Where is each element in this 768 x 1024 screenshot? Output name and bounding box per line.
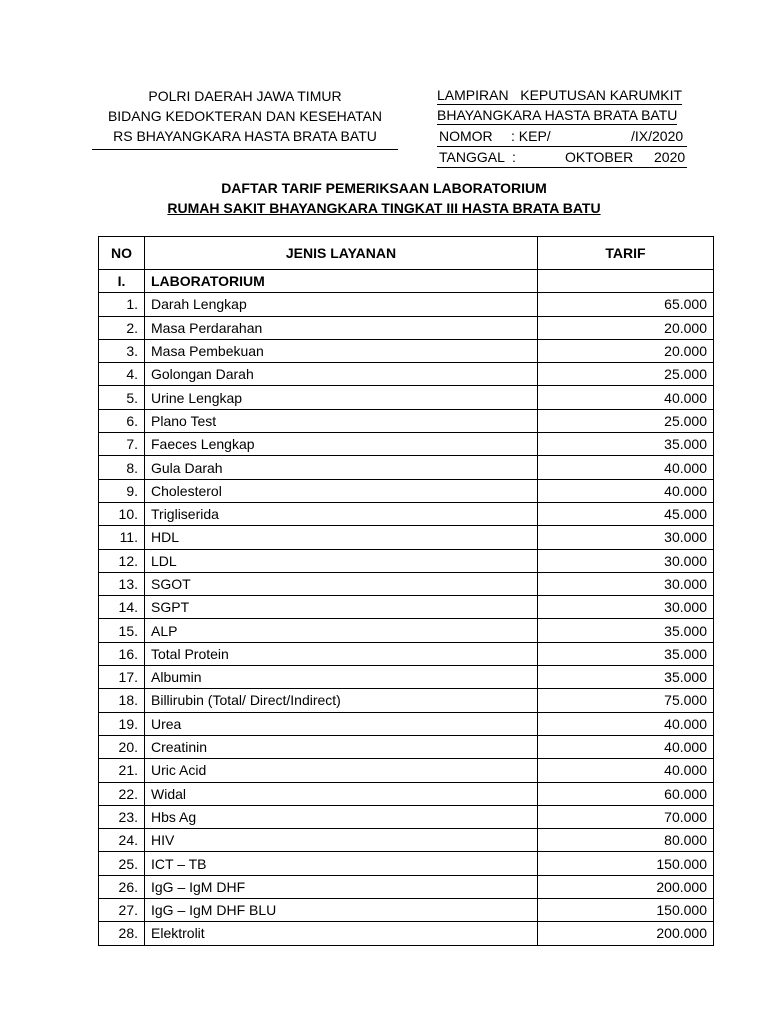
service-name: SGOT (145, 572, 538, 595)
service-name: Darah Lengkap (145, 293, 538, 316)
service-name: Creatinin (145, 735, 538, 758)
service-name: Plano Test (145, 409, 538, 432)
table-row (99, 316, 714, 339)
tanggal-row (437, 147, 687, 168)
table-row (99, 689, 714, 712)
tarif-value: 40.000 (538, 456, 714, 479)
row-number: 5. (99, 386, 145, 409)
service-name: Urea (145, 712, 538, 735)
table-row (99, 433, 714, 456)
row-number: 21. (99, 759, 145, 782)
tarif-value: 20.000 (538, 316, 714, 339)
tarif-value: 65.000 (538, 293, 714, 316)
tarif-value: 35.000 (538, 619, 714, 642)
row-number: 16. (99, 642, 145, 665)
tanggal-label: TANGGAL (439, 149, 505, 165)
tarif-value: 20.000 (538, 339, 714, 362)
section-number: I. (99, 270, 145, 293)
header-service: JENIS LAYANAN (145, 237, 538, 270)
document-title (0, 178, 768, 218)
table-row (99, 759, 714, 782)
row-number: 7. (99, 433, 145, 456)
section-tarif-empty (538, 270, 714, 293)
table-row (99, 572, 714, 595)
row-number: 3. (99, 339, 145, 362)
row-number: 4. (99, 363, 145, 386)
service-name: SGPT (145, 596, 538, 619)
table-row (99, 875, 714, 898)
table-row (99, 409, 714, 432)
lampiran-line: LAMPIRAN KEPUTUSAN KARUMKIT (437, 87, 683, 103)
header-tarif: TARIF (538, 237, 714, 270)
row-number: 17. (99, 666, 145, 689)
row-number: 10. (99, 502, 145, 525)
row-number: 25. (99, 852, 145, 875)
tarif-value: 70.000 (538, 805, 714, 828)
nomor-suffix: /IX/2020 (631, 128, 684, 144)
table-row (99, 922, 714, 945)
table-row (99, 456, 714, 479)
service-name: Trigliserida (145, 502, 538, 525)
tarif-value: 40.000 (538, 386, 714, 409)
tarif-value: 200.000 (538, 922, 714, 945)
service-name: Total Protein (145, 642, 538, 665)
tarif-value: 75.000 (538, 689, 714, 712)
service-name: Golongan Darah (145, 363, 538, 386)
row-number: 28. (99, 922, 145, 945)
table-row (99, 782, 714, 805)
tarif-value: 40.000 (538, 759, 714, 782)
table-row (99, 642, 714, 665)
service-name: IgG – IgM DHF BLU (145, 899, 538, 922)
row-number: 11. (99, 526, 145, 549)
tarif-value: 60.000 (538, 782, 714, 805)
service-name: IgG – IgM DHF (145, 875, 538, 898)
row-number: 13. (99, 572, 145, 595)
table-row (99, 735, 714, 758)
table-row (99, 502, 714, 525)
table-row (99, 293, 714, 316)
row-number: 8. (99, 456, 145, 479)
hospital-line: BHAYANGKARA HASTA BRATA BATU (437, 107, 678, 123)
issuer-line-1: POLRI DAERAH JAWA TIMUR (148, 88, 342, 104)
tarif-value: 80.000 (538, 829, 714, 852)
tarif-value: 30.000 (538, 596, 714, 619)
decree-reference-block (437, 86, 717, 168)
issuer-block (92, 86, 398, 150)
service-name: Gula Darah (145, 456, 538, 479)
issuer-divider (92, 149, 398, 150)
row-number: 14. (99, 596, 145, 619)
title-line-2: RUMAH SAKIT BHAYANGKARA TINGKAT III HASTA BRATA BATU (167, 200, 601, 216)
table-row (99, 619, 714, 642)
tarif-value: 30.000 (538, 572, 714, 595)
service-name: Urine Lengkap (145, 386, 538, 409)
service-name: Cholesterol (145, 479, 538, 502)
service-name: HDL (145, 526, 538, 549)
row-number: 27. (99, 899, 145, 922)
tarif-value: 40.000 (538, 479, 714, 502)
table-row (99, 852, 714, 875)
tarif-value: 40.000 (538, 735, 714, 758)
tarif-value: 35.000 (538, 666, 714, 689)
table-row (99, 829, 714, 852)
tarif-value: 40.000 (538, 712, 714, 735)
tarif-value: 30.000 (538, 526, 714, 549)
row-number: 15. (99, 619, 145, 642)
nomor-value: : KEP/ (511, 128, 551, 144)
nomor-row (437, 126, 687, 147)
tarif-value: 150.000 (538, 899, 714, 922)
header-no: NO (99, 237, 145, 270)
row-number: 26. (99, 875, 145, 898)
row-number: 2. (99, 316, 145, 339)
service-name: Masa Perdarahan (145, 316, 538, 339)
table-header-row (99, 237, 714, 270)
table-row (99, 479, 714, 502)
row-number: 22. (99, 782, 145, 805)
tanggal-separator: : (512, 149, 516, 165)
table-row (99, 712, 714, 735)
tarif-value: 35.000 (538, 433, 714, 456)
tarif-value: 150.000 (538, 852, 714, 875)
table-row (99, 386, 714, 409)
tarif-value: 35.000 (538, 642, 714, 665)
section-row (99, 270, 714, 293)
tarif-value: 25.000 (538, 363, 714, 386)
tanggal-month: OKTOBER (565, 149, 634, 165)
service-name: LDL (145, 549, 538, 572)
service-name: ICT – TB (145, 852, 538, 875)
service-name: Hbs Ag (145, 805, 538, 828)
row-number: 20. (99, 735, 145, 758)
table-row (99, 526, 714, 549)
table-row (99, 596, 714, 619)
row-number: 24. (99, 829, 145, 852)
service-name: Billirubin (Total/ Direct/Indirect) (145, 689, 538, 712)
row-number: 9. (99, 479, 145, 502)
service-name: Albumin (145, 666, 538, 689)
service-name: ALP (145, 619, 538, 642)
row-number: 18. (99, 689, 145, 712)
table-row (99, 549, 714, 572)
tanggal-year: 2020 (654, 149, 686, 165)
title-line-1: DAFTAR TARIF PEMERIKSAAN LABORATORIUM (221, 180, 547, 196)
table-row (99, 363, 714, 386)
row-number: 12. (99, 549, 145, 572)
tarif-value: 45.000 (538, 502, 714, 525)
tarif-value: 200.000 (538, 875, 714, 898)
service-name: Elektrolit (145, 922, 538, 945)
row-number: 1. (99, 293, 145, 316)
table-row (99, 666, 714, 689)
service-name: Widal (145, 782, 538, 805)
service-name: Uric Acid (145, 759, 538, 782)
table-row (99, 899, 714, 922)
tariff-table (98, 236, 714, 946)
service-name: HIV (145, 829, 538, 852)
tarif-value: 25.000 (538, 409, 714, 432)
table-row (99, 339, 714, 362)
row-number: 6. (99, 409, 145, 432)
row-number: 23. (99, 805, 145, 828)
issuer-line-2: BIDANG KEDOKTERAN DAN KESEHATAN (107, 108, 383, 124)
issuer-line-3: RS BHAYANGKARA HASTA BRATA BATU (113, 128, 377, 144)
table-row (99, 805, 714, 828)
tarif-value: 30.000 (538, 549, 714, 572)
service-name: Masa Pembekuan (145, 339, 538, 362)
section-title: LABORATORIUM (145, 270, 538, 293)
nomor-label: NOMOR (439, 128, 493, 144)
row-number: 19. (99, 712, 145, 735)
service-name: Faeces Lengkap (145, 433, 538, 456)
